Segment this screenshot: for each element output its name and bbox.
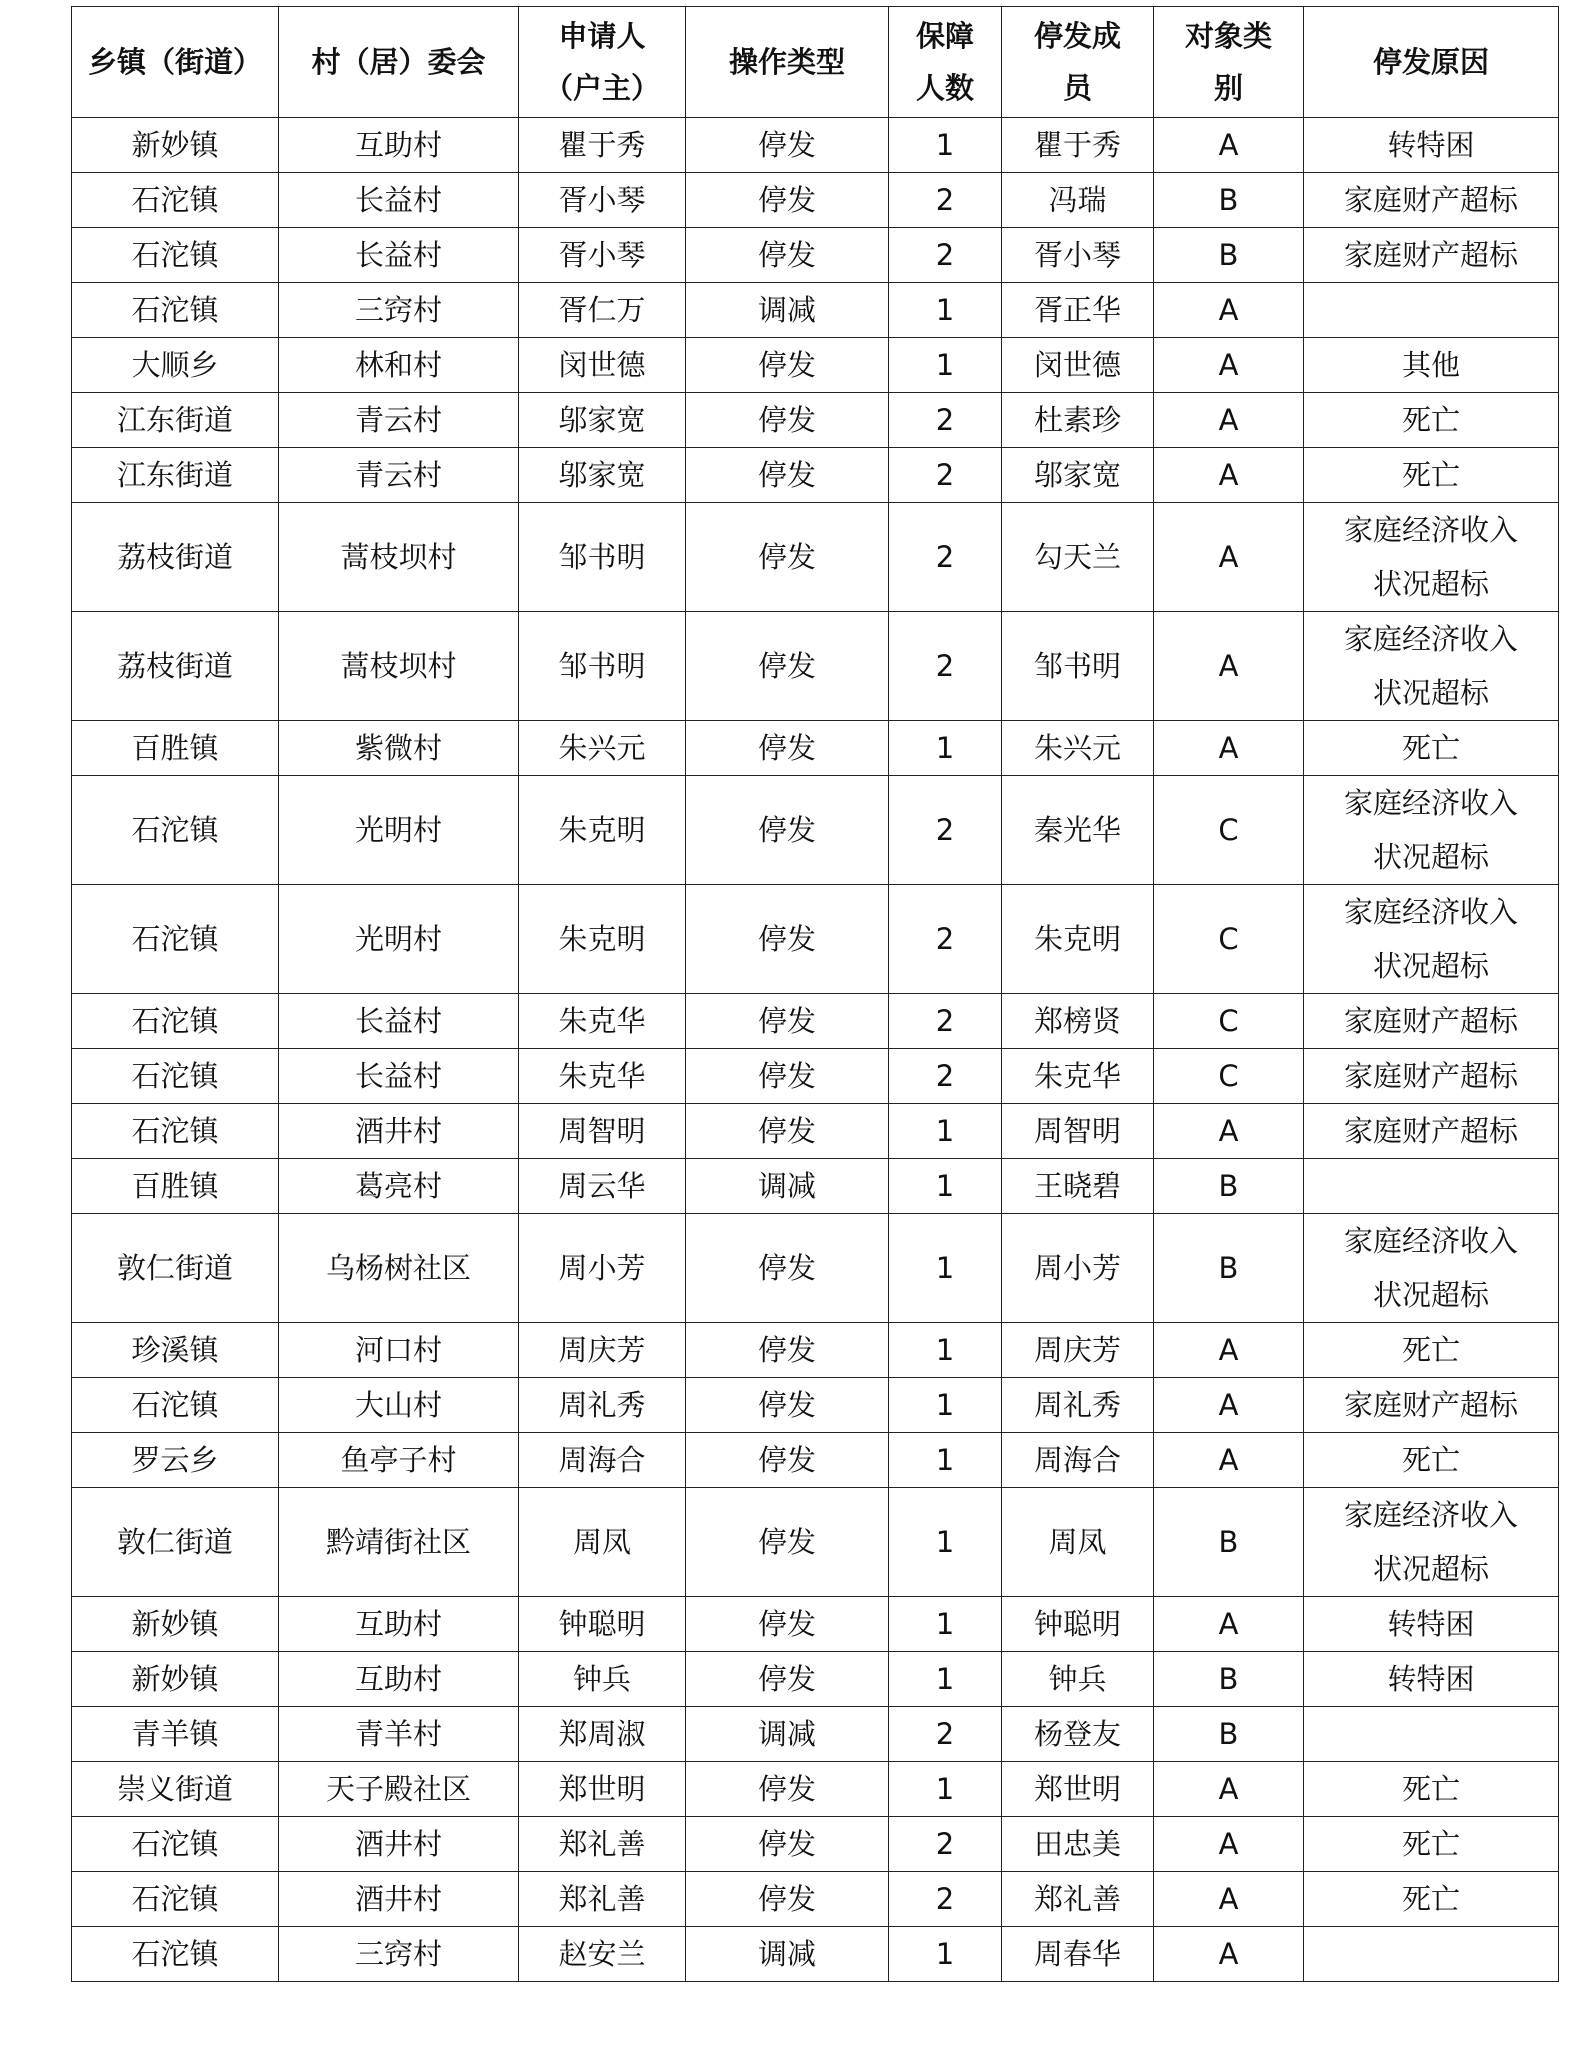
member-cell: 周海合 <box>1002 1433 1154 1488</box>
member-cell: 邬家宽 <box>1002 448 1154 503</box>
operation-cell: 停发 <box>686 448 889 503</box>
category-cell: B <box>1154 1707 1304 1762</box>
reason-cell: 家庭经济收入 状况超标 <box>1304 1488 1559 1597</box>
village-cell: 酒井村 <box>279 1872 519 1927</box>
township-cell: 荔枝街道 <box>72 503 279 612</box>
member-cell: 钟兵 <box>1002 1652 1154 1707</box>
township-cell: 百胜镇 <box>72 721 279 776</box>
village-cell: 三窍村 <box>279 283 519 338</box>
reason-cell: 家庭经济收入 状况超标 <box>1304 612 1559 721</box>
village-cell: 长益村 <box>279 1049 519 1104</box>
reason-cell <box>1304 283 1559 338</box>
reason-cell: 家庭财产超标 <box>1304 1049 1559 1104</box>
operation-cell: 停发 <box>686 118 889 173</box>
member-cell: 钟聪明 <box>1002 1597 1154 1652</box>
category-cell: A <box>1154 448 1304 503</box>
table-row <box>72 1214 1559 1323</box>
table-row <box>72 283 1559 338</box>
applicant-cell: 胥仁万 <box>519 283 686 338</box>
table-row <box>72 1762 1559 1817</box>
reason-cell: 死亡 <box>1304 1872 1559 1927</box>
village-cell: 光明村 <box>279 776 519 885</box>
member-cell: 田忠美 <box>1002 1817 1154 1872</box>
count-cell: 1 <box>889 1762 1002 1817</box>
village-cell: 蒿枝坝村 <box>279 503 519 612</box>
category-cell: B <box>1154 1214 1304 1323</box>
category-cell: B <box>1154 1159 1304 1214</box>
applicant-cell: 郑周淑 <box>519 1707 686 1762</box>
table-row <box>72 1597 1559 1652</box>
reason-cell: 转特困 <box>1304 1597 1559 1652</box>
member-cell: 周智明 <box>1002 1104 1154 1159</box>
township-cell: 石沱镇 <box>72 776 279 885</box>
reason-cell: 家庭财产超标 <box>1304 1104 1559 1159</box>
operation-cell: 停发 <box>686 994 889 1049</box>
header-village: 村（居）委会 <box>279 7 519 118</box>
count-cell: 1 <box>889 1104 1002 1159</box>
count-cell: 1 <box>889 1433 1002 1488</box>
table-row <box>72 1049 1559 1104</box>
applicant-cell: 周智明 <box>519 1104 686 1159</box>
village-cell: 紫微村 <box>279 721 519 776</box>
table-row <box>72 612 1559 721</box>
reason-cell: 死亡 <box>1304 1762 1559 1817</box>
count-cell: 2 <box>889 448 1002 503</box>
table-row <box>72 1488 1559 1597</box>
applicant-cell: 郑世明 <box>519 1762 686 1817</box>
operation-cell: 停发 <box>686 776 889 885</box>
village-cell: 长益村 <box>279 173 519 228</box>
applicant-cell: 胥小琴 <box>519 173 686 228</box>
township-cell: 石沱镇 <box>72 885 279 994</box>
table-row <box>72 1872 1559 1927</box>
village-cell: 林和村 <box>279 338 519 393</box>
table-row <box>72 1104 1559 1159</box>
reason-cell: 其他 <box>1304 338 1559 393</box>
applicant-cell: 周凤 <box>519 1488 686 1597</box>
operation-cell: 停发 <box>686 1049 889 1104</box>
operation-cell: 停发 <box>686 1323 889 1378</box>
village-cell: 青云村 <box>279 448 519 503</box>
table-row <box>72 1652 1559 1707</box>
category-cell: A <box>1154 1597 1304 1652</box>
township-cell: 石沱镇 <box>72 1927 279 1982</box>
reason-cell <box>1304 1707 1559 1762</box>
reason-cell: 家庭经济收入 状况超标 <box>1304 1214 1559 1323</box>
table-row <box>72 338 1559 393</box>
table-row <box>72 1927 1559 1982</box>
reason-cell: 家庭财产超标 <box>1304 994 1559 1049</box>
reason-cell: 家庭财产超标 <box>1304 173 1559 228</box>
village-cell: 三窍村 <box>279 1927 519 1982</box>
member-cell: 冯瑞 <box>1002 173 1154 228</box>
village-cell: 互助村 <box>279 118 519 173</box>
township-cell: 石沱镇 <box>72 1049 279 1104</box>
village-cell: 酒井村 <box>279 1817 519 1872</box>
operation-cell: 停发 <box>686 1214 889 1323</box>
applicant-cell: 邹书明 <box>519 612 686 721</box>
applicant-cell: 邹书明 <box>519 503 686 612</box>
header-category: 对象类 别 <box>1154 7 1304 118</box>
applicant-cell: 朱克华 <box>519 1049 686 1104</box>
operation-cell: 停发 <box>686 503 889 612</box>
count-cell: 1 <box>889 118 1002 173</box>
operation-cell: 停发 <box>686 1817 889 1872</box>
township-cell: 罗云乡 <box>72 1433 279 1488</box>
village-cell: 黔靖街社区 <box>279 1488 519 1597</box>
count-cell: 2 <box>889 228 1002 283</box>
category-cell: A <box>1154 393 1304 448</box>
operation-cell: 停发 <box>686 338 889 393</box>
township-cell: 青羊镇 <box>72 1707 279 1762</box>
category-cell: A <box>1154 1323 1304 1378</box>
reason-cell: 转特困 <box>1304 118 1559 173</box>
village-cell: 长益村 <box>279 994 519 1049</box>
village-cell: 酒井村 <box>279 1104 519 1159</box>
count-cell: 2 <box>889 885 1002 994</box>
applicant-cell: 周小芳 <box>519 1214 686 1323</box>
header-row <box>72 7 1559 118</box>
category-cell: A <box>1154 721 1304 776</box>
reason-cell: 家庭经济收入 状况超标 <box>1304 776 1559 885</box>
table-row <box>72 503 1559 612</box>
reason-cell: 家庭财产超标 <box>1304 1378 1559 1433</box>
member-cell: 胥正华 <box>1002 283 1154 338</box>
township-cell: 石沱镇 <box>72 1872 279 1927</box>
count-cell: 1 <box>889 283 1002 338</box>
category-cell: B <box>1154 173 1304 228</box>
operation-cell: 停发 <box>686 1433 889 1488</box>
township-cell: 珍溪镇 <box>72 1323 279 1378</box>
reason-cell: 家庭经济收入 状况超标 <box>1304 503 1559 612</box>
category-cell: C <box>1154 885 1304 994</box>
township-cell: 石沱镇 <box>72 1104 279 1159</box>
applicant-cell: 钟聪明 <box>519 1597 686 1652</box>
table-row <box>72 1817 1559 1872</box>
count-cell: 1 <box>889 1214 1002 1323</box>
operation-cell: 调减 <box>686 283 889 338</box>
count-cell: 2 <box>889 393 1002 448</box>
count-cell: 2 <box>889 1707 1002 1762</box>
category-cell: A <box>1154 1872 1304 1927</box>
count-cell: 2 <box>889 612 1002 721</box>
village-cell: 青羊村 <box>279 1707 519 1762</box>
reason-cell: 死亡 <box>1304 1323 1559 1378</box>
applicant-cell: 周云华 <box>519 1159 686 1214</box>
table-row <box>72 721 1559 776</box>
applicant-cell: 周礼秀 <box>519 1378 686 1433</box>
category-cell: C <box>1154 776 1304 885</box>
member-cell: 杜素珍 <box>1002 393 1154 448</box>
village-cell: 天子殿社区 <box>279 1762 519 1817</box>
village-cell: 长益村 <box>279 228 519 283</box>
operation-cell: 停发 <box>686 228 889 283</box>
category-cell: B <box>1154 1652 1304 1707</box>
township-cell: 荔枝街道 <box>72 612 279 721</box>
applicant-cell: 郑礼善 <box>519 1872 686 1927</box>
count-cell: 1 <box>889 338 1002 393</box>
category-cell: C <box>1154 1049 1304 1104</box>
category-cell: A <box>1154 1927 1304 1982</box>
header-township: 乡镇（街道） <box>72 7 279 118</box>
table-row <box>72 776 1559 885</box>
member-cell: 朱兴元 <box>1002 721 1154 776</box>
member-cell: 周庆芳 <box>1002 1323 1154 1378</box>
township-cell: 大顺乡 <box>72 338 279 393</box>
township-cell: 新妙镇 <box>72 1652 279 1707</box>
applicant-cell: 闵世德 <box>519 338 686 393</box>
operation-cell: 调减 <box>686 1707 889 1762</box>
count-cell: 1 <box>889 721 1002 776</box>
applicant-cell: 周庆芳 <box>519 1323 686 1378</box>
reason-cell: 家庭财产超标 <box>1304 228 1559 283</box>
count-cell: 1 <box>889 1927 1002 1982</box>
operation-cell: 停发 <box>686 612 889 721</box>
reason-cell <box>1304 1927 1559 1982</box>
township-cell: 敦仁街道 <box>72 1488 279 1597</box>
member-cell: 朱克华 <box>1002 1049 1154 1104</box>
table-row <box>72 1433 1559 1488</box>
member-cell: 勾天兰 <box>1002 503 1154 612</box>
table-row <box>72 1707 1559 1762</box>
category-cell: B <box>1154 228 1304 283</box>
applicant-cell: 朱克明 <box>519 885 686 994</box>
count-cell: 2 <box>889 776 1002 885</box>
operation-cell: 停发 <box>686 1378 889 1433</box>
village-cell: 葛亮村 <box>279 1159 519 1214</box>
operation-cell: 停发 <box>686 1762 889 1817</box>
applicant-cell: 胥小琴 <box>519 228 686 283</box>
table-row <box>72 173 1559 228</box>
table-row <box>72 994 1559 1049</box>
category-cell: A <box>1154 1104 1304 1159</box>
applicant-cell: 朱克华 <box>519 994 686 1049</box>
category-cell: A <box>1154 612 1304 721</box>
category-cell: A <box>1154 1433 1304 1488</box>
category-cell: A <box>1154 118 1304 173</box>
member-cell: 周小芳 <box>1002 1214 1154 1323</box>
category-cell: C <box>1154 994 1304 1049</box>
reason-cell: 家庭经济收入 状况超标 <box>1304 885 1559 994</box>
operation-cell: 停发 <box>686 1488 889 1597</box>
header-reason: 停发原因 <box>1304 7 1559 118</box>
reason-cell: 死亡 <box>1304 1433 1559 1488</box>
village-cell: 青云村 <box>279 393 519 448</box>
member-cell: 郑榜贤 <box>1002 994 1154 1049</box>
applicant-cell: 朱克明 <box>519 776 686 885</box>
header-count: 保障 人数 <box>889 7 1002 118</box>
count-cell: 2 <box>889 1049 1002 1104</box>
township-cell: 新妙镇 <box>72 1597 279 1652</box>
village-cell: 光明村 <box>279 885 519 994</box>
applicant-cell: 朱兴元 <box>519 721 686 776</box>
township-cell: 江东街道 <box>72 448 279 503</box>
table-row <box>72 448 1559 503</box>
table-body <box>72 118 1559 1982</box>
member-cell: 郑礼善 <box>1002 1872 1154 1927</box>
operation-cell: 停发 <box>686 721 889 776</box>
member-cell: 胥小琴 <box>1002 228 1154 283</box>
operation-cell: 停发 <box>686 1104 889 1159</box>
village-cell: 大山村 <box>279 1378 519 1433</box>
operation-cell: 停发 <box>686 1652 889 1707</box>
count-cell: 1 <box>889 1597 1002 1652</box>
count-cell: 2 <box>889 503 1002 612</box>
operation-cell: 停发 <box>686 393 889 448</box>
township-cell: 石沱镇 <box>72 173 279 228</box>
count-cell: 1 <box>889 1652 1002 1707</box>
count-cell: 2 <box>889 1872 1002 1927</box>
category-cell: A <box>1154 1817 1304 1872</box>
count-cell: 1 <box>889 1488 1002 1597</box>
township-cell: 石沱镇 <box>72 994 279 1049</box>
category-cell: B <box>1154 1488 1304 1597</box>
reason-cell: 死亡 <box>1304 1817 1559 1872</box>
member-cell: 闵世德 <box>1002 338 1154 393</box>
member-cell: 秦光华 <box>1002 776 1154 885</box>
member-cell: 周凤 <box>1002 1488 1154 1597</box>
applicant-cell: 瞿于秀 <box>519 118 686 173</box>
township-cell: 敦仁街道 <box>72 1214 279 1323</box>
applicant-cell: 郑礼善 <box>519 1817 686 1872</box>
township-cell: 百胜镇 <box>72 1159 279 1214</box>
member-cell: 瞿于秀 <box>1002 118 1154 173</box>
member-cell: 杨登友 <box>1002 1707 1154 1762</box>
township-cell: 崇义街道 <box>72 1762 279 1817</box>
reason-cell: 转特困 <box>1304 1652 1559 1707</box>
operation-cell: 停发 <box>686 885 889 994</box>
village-cell: 互助村 <box>279 1652 519 1707</box>
member-cell: 周礼秀 <box>1002 1378 1154 1433</box>
table-row <box>72 393 1559 448</box>
applicant-cell: 周海合 <box>519 1433 686 1488</box>
category-cell: A <box>1154 338 1304 393</box>
member-cell: 郑世明 <box>1002 1762 1154 1817</box>
member-cell: 周春华 <box>1002 1927 1154 1982</box>
township-cell: 石沱镇 <box>72 283 279 338</box>
member-cell: 朱克明 <box>1002 885 1154 994</box>
applicant-cell: 钟兵 <box>519 1652 686 1707</box>
operation-cell: 调减 <box>686 1159 889 1214</box>
table-row <box>72 1378 1559 1433</box>
table-row <box>72 228 1559 283</box>
township-cell: 新妙镇 <box>72 118 279 173</box>
reason-cell <box>1304 1159 1559 1214</box>
township-cell: 石沱镇 <box>72 228 279 283</box>
member-cell: 邹书明 <box>1002 612 1154 721</box>
reason-cell: 死亡 <box>1304 721 1559 776</box>
header-applicant: 申请人 （户主） <box>519 7 686 118</box>
table-row <box>72 118 1559 173</box>
count-cell: 1 <box>889 1378 1002 1433</box>
reason-cell: 死亡 <box>1304 448 1559 503</box>
table-row <box>72 885 1559 994</box>
village-cell: 蒿枝坝村 <box>279 612 519 721</box>
header-member: 停发成 员 <box>1002 7 1154 118</box>
village-cell: 互助村 <box>279 1597 519 1652</box>
category-cell: A <box>1154 283 1304 338</box>
member-cell: 王晓碧 <box>1002 1159 1154 1214</box>
applicant-cell: 邬家宽 <box>519 448 686 503</box>
category-cell: A <box>1154 503 1304 612</box>
table-row <box>72 1323 1559 1378</box>
township-cell: 石沱镇 <box>72 1378 279 1433</box>
category-cell: A <box>1154 1378 1304 1433</box>
applicant-cell: 赵安兰 <box>519 1927 686 1982</box>
header-operation: 操作类型 <box>686 7 889 118</box>
applicant-cell: 邬家宽 <box>519 393 686 448</box>
reason-cell: 死亡 <box>1304 393 1559 448</box>
count-cell: 2 <box>889 1817 1002 1872</box>
township-cell: 石沱镇 <box>72 1817 279 1872</box>
suspension-table <box>71 6 1559 1982</box>
operation-cell: 调减 <box>686 1927 889 1982</box>
count-cell: 1 <box>889 1159 1002 1214</box>
village-cell: 河口村 <box>279 1323 519 1378</box>
category-cell: A <box>1154 1762 1304 1817</box>
count-cell: 1 <box>889 1323 1002 1378</box>
table-row <box>72 1159 1559 1214</box>
operation-cell: 停发 <box>686 1872 889 1927</box>
count-cell: 2 <box>889 173 1002 228</box>
village-cell: 乌杨树社区 <box>279 1214 519 1323</box>
operation-cell: 停发 <box>686 1597 889 1652</box>
village-cell: 鱼亭子村 <box>279 1433 519 1488</box>
count-cell: 2 <box>889 994 1002 1049</box>
operation-cell: 停发 <box>686 173 889 228</box>
township-cell: 江东街道 <box>72 393 279 448</box>
